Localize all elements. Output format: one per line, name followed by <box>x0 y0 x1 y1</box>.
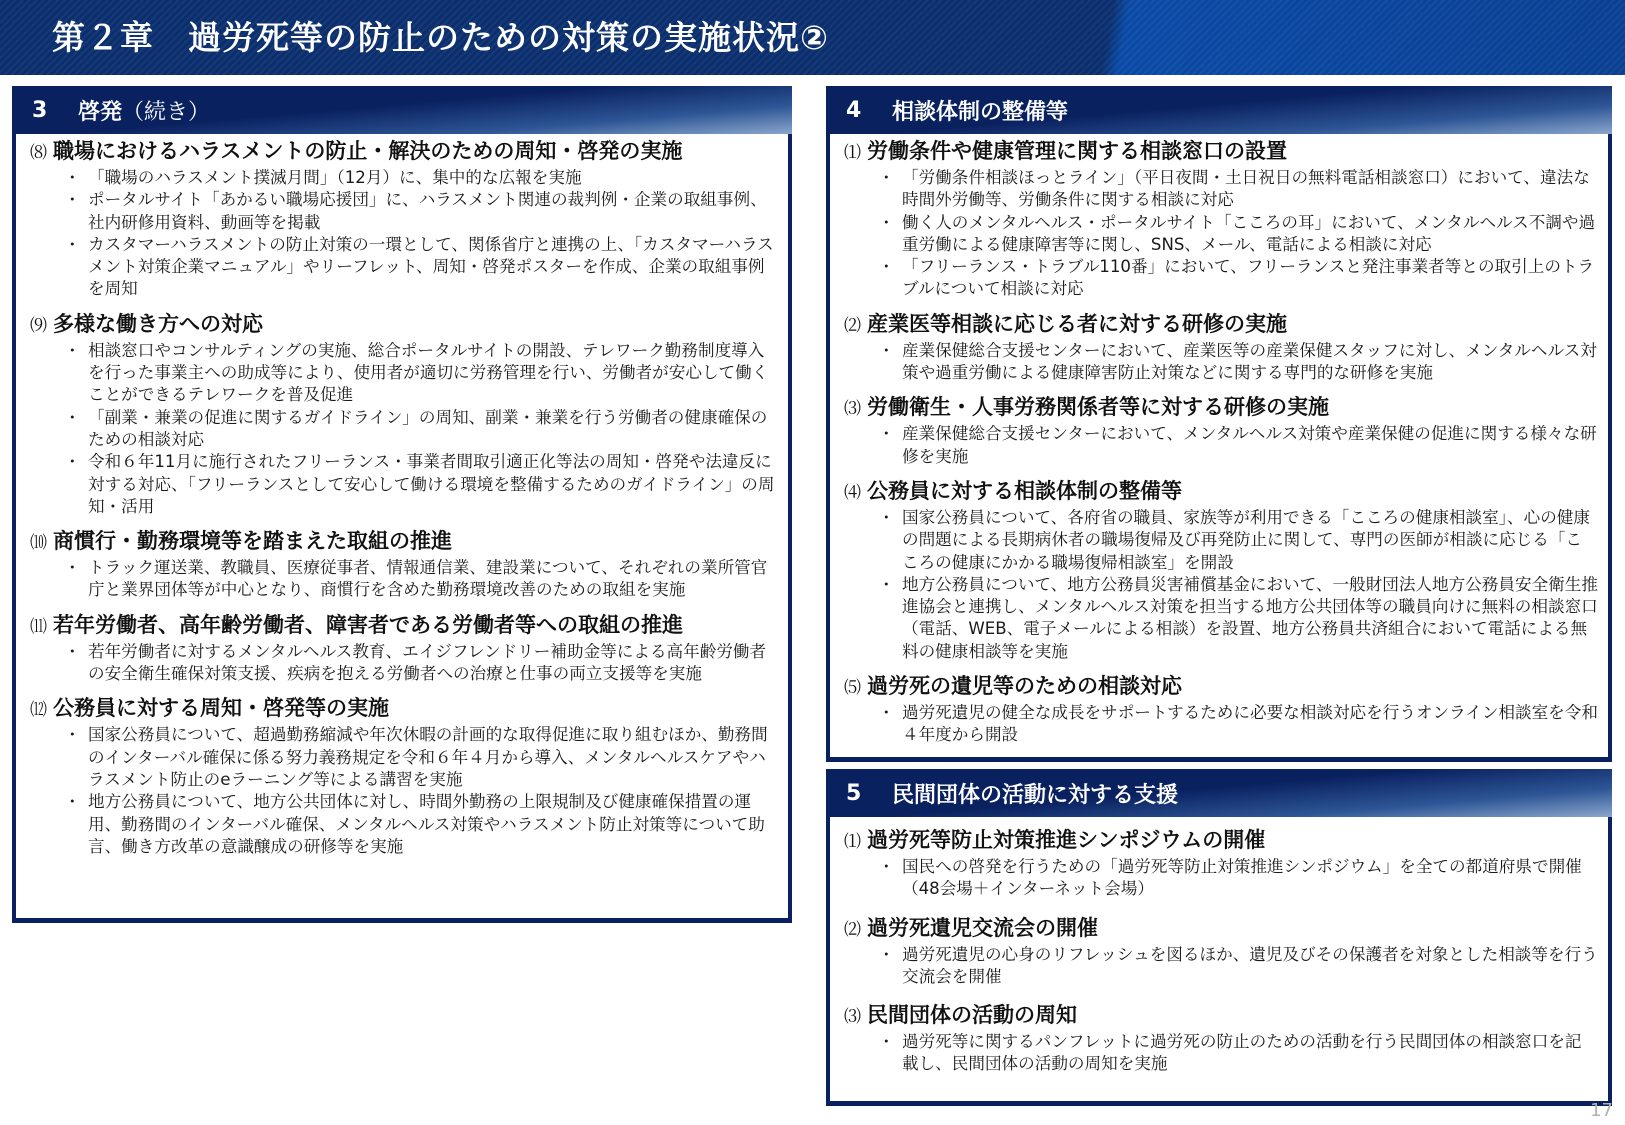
bullet-list <box>882 856 1598 901</box>
list-item <box>844 311 1598 385</box>
bullet-point: ・ 産業保健総合支援センターにおいて、産業医等の産業保健スタッフに対し、メンタルヘルス対策や過重労働による健康障害防止対策などに関する専門的な研修を実施 <box>882 340 1598 385</box>
bullet-point: ・ 「労働条件相談ほっとライン」（平日夜間・土日祝日の無料電話相談窓口）において、違法な時間外労働等、労働条件に関する相談に対応 <box>882 167 1598 212</box>
item-title: 産業医等相談に応じる者に対する研修の実施 <box>867 311 1287 336</box>
item-number: ⑿ <box>30 700 47 721</box>
item-title: 過労死等防止対策推進シンポジウムの開催 <box>867 828 1266 852</box>
list-item <box>844 673 1598 747</box>
item-title: 労働衛生・人事労務関係者等に対する研修の実施 <box>867 395 1329 420</box>
item-number: ⑵ <box>844 919 861 940</box>
section-panel-4 <box>826 134 1612 762</box>
item-number: ⑽ <box>30 533 47 554</box>
bullet-point: ・ 産業保健総合支援センターにおいて、メンタルヘルス対策や産業保健の促進に関する様々な研修を実施 <box>882 423 1598 468</box>
item-list <box>30 138 778 858</box>
bullet-list <box>68 167 778 301</box>
section-header-5 <box>826 769 1612 817</box>
section-title: 相談体制の整備等 <box>892 99 1069 125</box>
section-number: 5 <box>846 780 862 806</box>
item-title: 職場におけるハラスメントの防止・解決のための周知・啓発の実施 <box>53 139 683 163</box>
bullet-point: ・ 国家公務員について、超過勤務縮減や年次休暇の計画的な取得促進に取り組むほか、勤務間のインターバル確保に係る努力義務規定を令和６年４月から導入、メンタルヘルスケアやハラスメント防止のeラーニング等による講習を実施 <box>68 724 778 791</box>
section-header-3 <box>12 86 792 134</box>
bullet-point: ・ 過労死遺児の心身のリフレッシュを図るほか、遺児及びその保護者を対象とした相談等を行う交流会を開催 <box>882 944 1598 989</box>
bullet-point: ・ 「フリーランス・トラブル110番」において、フリーランスと発注事業者等との取引上のトラブルについて相談に対応 <box>882 256 1598 301</box>
bullet-point: ・ 若年労働者に対するメンタルヘルス教育、エイジフレンドリー補助金等による高年齢労働者の安全衛生確保対策支援、疾病を抱える労働者への治療と仕事の両立支援等を実施 <box>68 641 778 686</box>
section-header-4 <box>826 86 1612 134</box>
list-item <box>30 311 778 518</box>
section-title: 啓発 <box>78 99 123 125</box>
item-heading <box>30 528 778 557</box>
section-panel-5 <box>826 817 1612 1106</box>
bullet-list <box>68 724 778 858</box>
bullet-list <box>68 557 778 602</box>
page-title: 第２章 過労死等の防止のための対策の実施状況② <box>52 18 829 57</box>
item-title: 労働条件や健康管理に関する相談窓口の設置 <box>867 139 1287 163</box>
section-number: 4 <box>846 97 862 123</box>
bullet-list <box>882 167 1598 301</box>
item-list <box>844 138 1598 747</box>
item-heading <box>30 311 778 340</box>
bullet-point: ・ ポータルサイト「あかるい職場応援団」に、ハラスメント関連の裁判例・企業の取組事例、社内研修用資料、動画等を掲載 <box>68 189 778 234</box>
bullet-list <box>882 702 1598 747</box>
item-heading <box>844 915 1598 944</box>
bullet-list <box>882 1031 1598 1076</box>
bullet-point: ・ 過労死遺児の健全な成長をサポートするために必要な相談対応を行うオンライン相談室を令和４年度から開設 <box>882 702 1598 747</box>
list-item <box>844 394 1598 468</box>
bullet-point: ・ 相談窓口やコンサルティングの実施、総合ポータルサイトの開設、テレワーク勤務制度導入を行った事業主への助成等により、使用者が適切に労務管理を行い、労働者が安心して働くことができるテレワークを普及促進 <box>68 340 778 407</box>
item-heading <box>844 394 1598 423</box>
page-title-bar <box>0 0 1625 75</box>
bullet-point: ・ トラック運送業、教職員、医療従事者、情報通信業、建設業について、それぞれの業所管官庁と業界団体等が中心となり、商慣行を含めた勤務環境改善のための取組を実施 <box>68 557 778 602</box>
section-title-suffix: （続き） <box>122 99 211 125</box>
item-number: ⑶ <box>844 399 861 420</box>
list-item <box>30 612 778 686</box>
item-title: 過労死遺児交流会の開催 <box>867 915 1098 940</box>
item-heading <box>844 673 1598 702</box>
item-heading <box>844 478 1598 507</box>
item-heading <box>30 695 778 724</box>
item-number: ⑷ <box>844 482 861 503</box>
list-item <box>30 528 778 602</box>
list-item <box>844 138 1598 301</box>
list-item <box>30 138 778 301</box>
bullet-point: ・ 働く人のメンタルヘルス・ポータルサイト「こころの耳」において、メンタルヘルス不調や過重労働による健康障害等に関し、SNS、メール、電話による相談に対応 <box>882 212 1598 257</box>
bullet-list <box>68 641 778 686</box>
item-number: ⑼ <box>30 315 47 336</box>
item-number: ⑵ <box>844 315 861 336</box>
page-number: 17 <box>1590 1100 1613 1121</box>
bullet-point: ・ カスタマーハラスメントの防止対策の一環として、関係省庁と連携の上、「カスタマーハラスメント対策企業マニュアル」やリーフレット、周知・啓発ポスターを作成、企業の取組事例を周知 <box>68 234 778 301</box>
item-heading <box>844 1002 1598 1031</box>
item-title: 商慣行・勤務環境等を踏まえた取組の推進 <box>53 529 452 554</box>
item-heading <box>30 612 778 641</box>
list-item <box>844 827 1598 901</box>
item-number: ⑴ <box>844 143 861 163</box>
item-title: 過労死の遺児等のための相談対応 <box>867 674 1182 699</box>
bullet-point: ・ 地方公務員について、地方公務員災害補償基金において、一般財団法人地方公務員安全衛生推進協会と連携し、メンタルヘルス対策を担当する地方公共団体等の職員向けに無料の相談窓口（電話、WEB、電子メールによる相談）を設置、地方公務員共済組合において電話による無料の健康相談等を実施 <box>882 574 1598 663</box>
bullet-point: ・ 「副業・兼業の促進に関するガイドライン」の周知、副業・兼業を行う労働者の健康確保のための相談対応 <box>68 407 778 452</box>
item-number: ⑶ <box>844 1007 861 1028</box>
bullet-point: ・ 国民への啓発を行うための「過労死等防止対策推進シンポジウム」を全ての都道府県で開催（48会場＋インターネット会場） <box>882 856 1598 901</box>
list-item <box>844 478 1598 663</box>
item-title: 公務員に対する周知・啓発等の実施 <box>53 696 389 721</box>
item-title: 多様な働き方への対応 <box>53 311 263 336</box>
bullet-point: ・ 国家公務員について、各府省の職員、家族等が利用できる「こころの健康相談室」、心の健康の問題による長期病休者の職場復帰及び再発防止に関して、専門の医師が相談に応じる「こころの健康にかかる職場復帰相談室」を開設 <box>882 507 1598 574</box>
list-item <box>844 1002 1598 1076</box>
item-heading <box>844 138 1598 167</box>
bullet-list <box>882 340 1598 385</box>
bullet-point: ・ 令和６年11月に施行されたフリーランス・事業者間取引適正化等法の周知・啓発や法違反に対する対応、「フリーランスとして安心して働ける環境を整備するためのガイドライン」の周知・活用 <box>68 451 778 518</box>
item-title: 民間団体の活動の周知 <box>867 1003 1077 1028</box>
bullet-list <box>882 423 1598 468</box>
bullet-point: ・ 過労死等に関するパンフレットに過労死の防止のための活動を行う民間団体の相談窓口を記載し、民間団体の活動の周知を実施 <box>882 1031 1598 1076</box>
item-number: ⑾ <box>30 616 47 637</box>
item-heading <box>844 827 1598 856</box>
item-title: 公務員に対する相談体制の整備等 <box>867 478 1182 503</box>
item-title: 若年労働者、高年齢労働者、障害者である労働者等への取組の推進 <box>53 612 683 637</box>
list-item <box>30 695 778 858</box>
bullet-list <box>882 507 1598 663</box>
bullet-point: ・ 地方公務員について、地方公共団体に対し、時間外勤務の上限規制及び健康確保措置の運用、勤務間のインターバル確保、メンタルヘルス対策やハラスメント防止対策等について助言、働き方改革の意識醸成の研修等を実施 <box>68 791 778 858</box>
section-panel-3 <box>12 134 792 923</box>
bullet-point: ・ 「職場のハラスメント撲滅月間」（12月）に、集中的な広報を実施 <box>68 167 778 189</box>
list-item <box>844 915 1598 989</box>
item-list <box>844 827 1598 1076</box>
item-number: ⑻ <box>30 143 47 163</box>
bullet-list <box>68 340 778 518</box>
item-heading <box>844 311 1598 340</box>
section-title: 民間団体の活動に対する支援 <box>892 782 1179 808</box>
item-heading <box>30 138 778 167</box>
item-number: ⑸ <box>844 678 861 699</box>
section-number: 3 <box>32 97 48 123</box>
item-number: ⑴ <box>844 832 861 852</box>
bullet-list <box>882 944 1598 989</box>
